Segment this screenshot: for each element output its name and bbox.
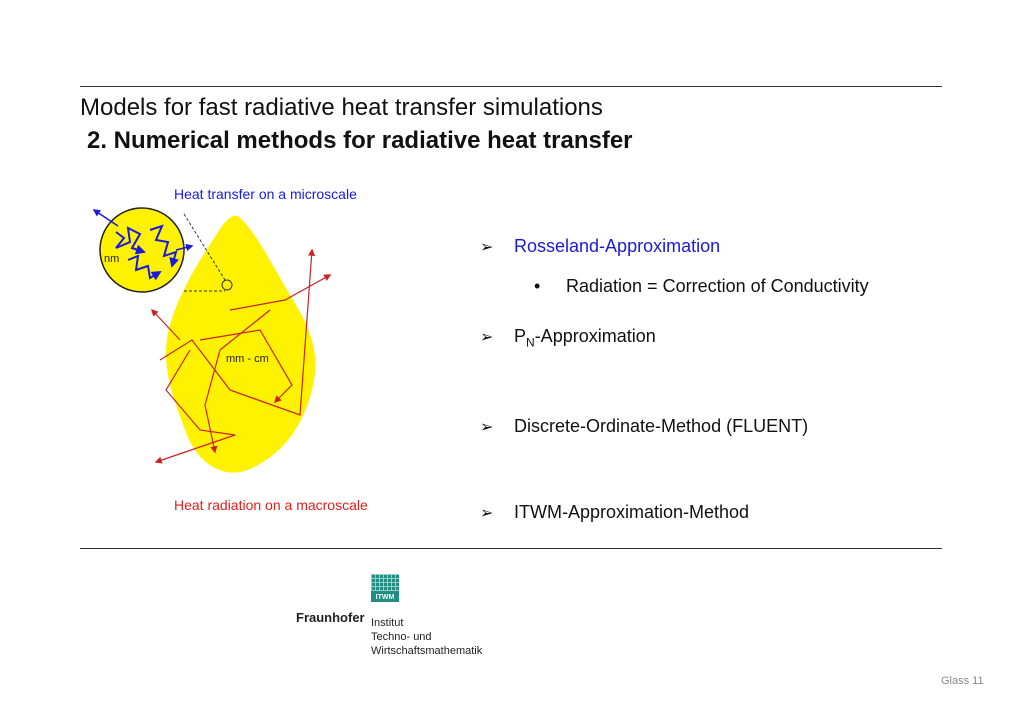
- sub-bullet-text: Radiation = Correction of Conductivity: [566, 276, 869, 296]
- micro-circle: [100, 208, 184, 292]
- bullet-rosseland-text: Rosseland-Approximation: [514, 236, 721, 256]
- bullet-itwm: [480, 501, 749, 525]
- bullet-arrow-icon: ➢: [480, 239, 494, 256]
- bullet-arrow-icon: ➢: [480, 419, 494, 436]
- logo-brand: Fraunhofer: [296, 610, 365, 625]
- logo-line-2: Techno- und: [371, 631, 432, 643]
- macro-scale-label: mm - cm: [226, 353, 269, 365]
- slide-title: Models for fast radiative heat transfer simulations: [80, 94, 603, 121]
- logo-line-3: Wirtschaftsmathematik: [371, 645, 483, 657]
- bullet-rosseland: [480, 235, 720, 259]
- sub-bullet-radiation: [534, 275, 869, 297]
- page-number: Glass 11: [941, 675, 984, 687]
- top-divider: [80, 86, 942, 87]
- heat-transfer-illustration: [80, 190, 440, 490]
- bullet-pn-subscript: N: [526, 335, 535, 350]
- fraunhofer-itwm-logo: [296, 572, 506, 662]
- bullet-dot-icon: •: [534, 276, 541, 296]
- macro-caption: Heat radiation on a macroscale: [174, 497, 368, 513]
- bullet-discrete-ordinate: [480, 415, 808, 439]
- bullet-arrow-icon: ➢: [480, 505, 494, 522]
- logo-line-1: Institut: [371, 617, 404, 629]
- bullet-discrete-ordinate-text: Discrete-Ordinate-Method (FLUENT): [514, 416, 809, 436]
- micro-scale-label: nm: [104, 253, 120, 265]
- micro-caption: Heat transfer on a microscale: [174, 186, 357, 202]
- slide-subtitle: 2. Numerical methods for radiative heat transfer: [87, 127, 633, 154]
- bullet-pn: [480, 325, 656, 354]
- material-blob: [166, 216, 315, 473]
- bottom-divider: [80, 548, 942, 549]
- itwm-logo-icon: [371, 574, 399, 602]
- bullet-arrow-icon: ➢: [480, 329, 494, 346]
- bullet-pn-prefix: P: [514, 326, 527, 346]
- bullet-pn-suffix: -Approximation: [534, 326, 656, 346]
- bullet-itwm-text: ITWM-Approximation-Method: [514, 502, 750, 522]
- logo-mark-text: ITWM: [375, 594, 395, 601]
